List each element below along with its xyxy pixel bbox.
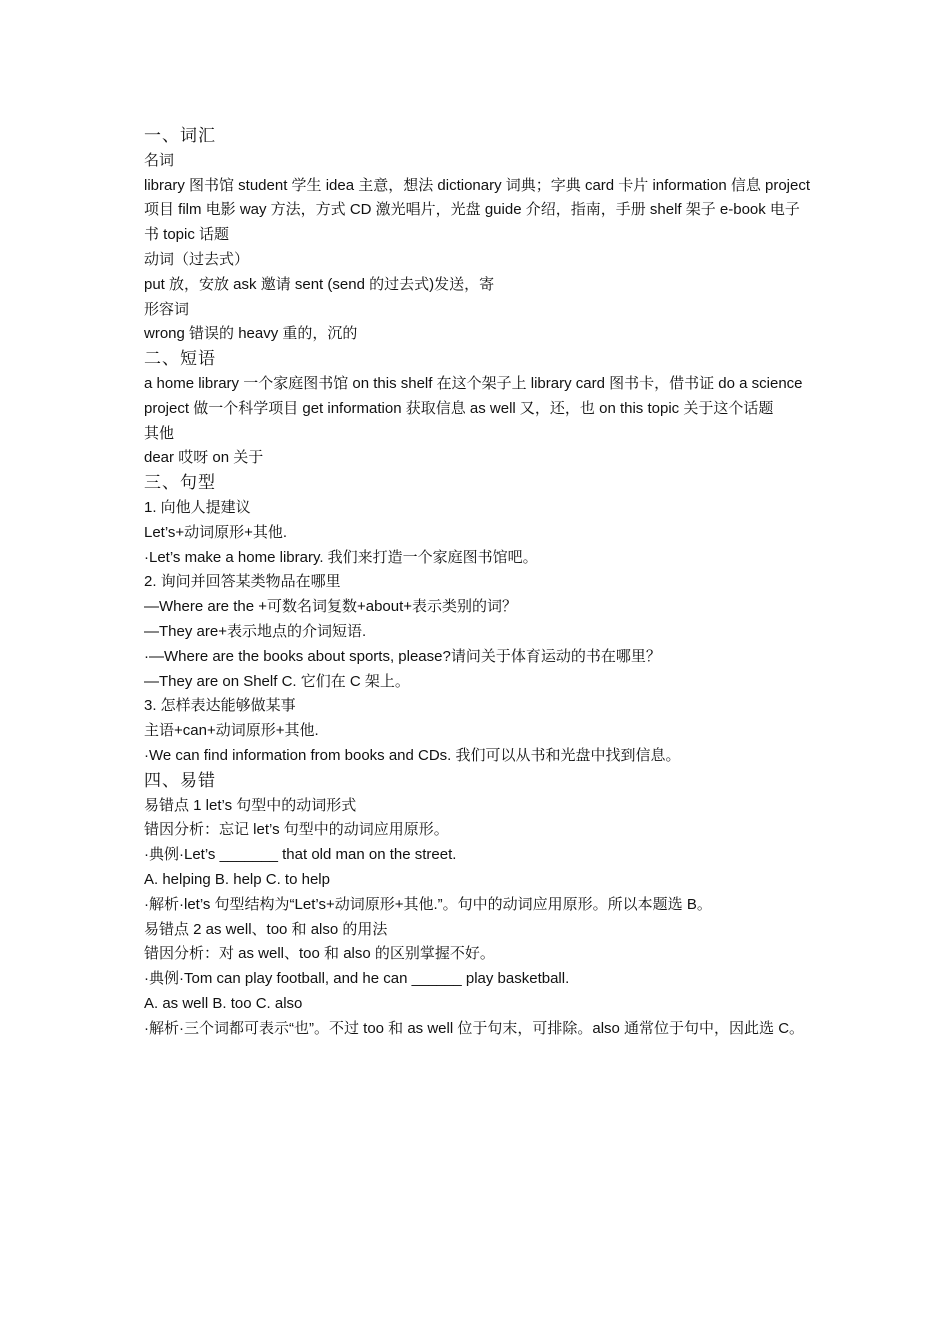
pattern-2-example-question: ·—Where are the books about sports, please?请问关于体育运动的书在哪里？: [144, 647, 661, 665]
pattern-2-question: —Where are the +可数名词复数+about+表示类别的词？: [144, 598, 518, 616]
pattern-2-answer: —They are+表示地点的介词短语.: [144, 622, 367, 640]
pattern-3-structure: 主语+can+动词原形+其他.: [144, 722, 319, 740]
error-1-analysis: 错因分析：忘记 let’s 句型中的动词应用原形。: [144, 821, 449, 839]
others-list: dear 哎呀 on 关于: [144, 449, 264, 467]
verb-list: put 放，安放 ask 邀请 sent (send 的过去式)发送，寄: [144, 275, 495, 293]
section-heading-sentence-patterns: 三、句型: [144, 473, 216, 494]
error-2-analysis: 错因分析：对 as well、too 和 also 的区别掌握不好。: [144, 945, 495, 963]
pattern-3-example: ·We can find information from books and CDs. 我们可以从书和光盘中找到信息。: [144, 746, 681, 764]
subheading-adjectives: 形容词: [144, 300, 190, 318]
subheading-verbs: 动词（过去式）: [144, 250, 250, 268]
section-heading-phrases: 二、短语: [144, 349, 216, 370]
error-2-example: ·典例·Tom can play football, and he can ______ play basketball.: [144, 970, 570, 988]
pattern-2-title: 2. 询问并回答某类物品在哪里: [144, 573, 341, 591]
pattern-2-example-answer: —They are on Shelf C. 它们在 C 架上。: [144, 672, 410, 690]
error-2-options: A. as well B. too C. also: [144, 994, 303, 1012]
error-1-title: 易错点 1 let’s 句型中的动词形式: [144, 796, 357, 814]
document-body: [144, 124, 810, 1041]
error-1-explanation: ·解析·let’s 句型结构为“Let’s+动词原形+其他.”。句中的动词应用原形。所以本题选 B。: [144, 895, 712, 913]
section-heading-common-errors: 四、易错: [144, 770, 216, 791]
adjective-list: wrong 错误的 heavy 重的，沉的: [144, 325, 358, 343]
section-heading-vocabulary: 一、词汇: [144, 126, 216, 146]
subheading-others: 其他: [144, 424, 175, 442]
subheading-nouns: 名词: [144, 151, 175, 169]
error-1-options: A. helping B. help C. to help: [144, 870, 330, 888]
error-2-title: 易错点 2 as well、too 和 also 的用法: [144, 920, 388, 938]
error-1-example: ·典例·Let’s _______ that old man on the street.: [144, 846, 457, 864]
pattern-1-structure: Let’s+动词原形+其他.: [144, 523, 288, 541]
phrase-list: a home library 一个家庭图书馆 on this shelf 在这个架子上 library card 图书卡，借书证 do a science project 做一个科学项目 get information 获取信息 as well 又，还，也 on this topic 关于这个话题: [144, 374, 803, 417]
noun-list: library 图书馆 student 学生 idea 主意，想法 dictionary 词典；字典 card 卡片 information 信息 project 项目 film 电影 way 方法，方式 CD 激光唱片，光盘 guide 介绍，指南，手册 shelf 架子 e-book 电子书 topic 话题: [144, 176, 811, 244]
pattern-3-title: 3. 怎样表达能够做某事: [144, 697, 296, 715]
error-2-explanation: ·解析·三个词都可表示“也”。不过 too 和 as well 位于句末，可排除。also 通常位于句中，因此选 C。: [144, 1019, 805, 1037]
pattern-1-title: 1. 向他人提建议: [144, 498, 251, 516]
pattern-1-example: ·Let’s make a home library. 我们来打造一个家庭图书馆吧。: [144, 548, 538, 566]
